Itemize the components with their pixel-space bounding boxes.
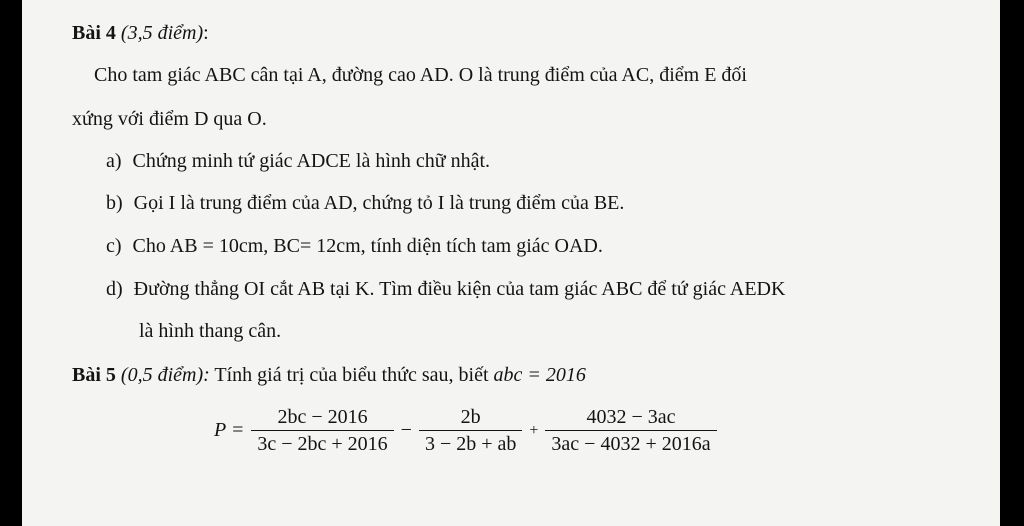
item-d-continuation: là hình thang cân. [139,320,282,342]
fraction-2-denominator: 3 − 2b + ab [424,433,517,455]
operator-plus: + [529,421,539,439]
fraction-2-numerator: 2b [419,404,522,431]
formula-lhs: P = [214,419,245,441]
bai4-colon: : [203,22,209,44]
item-d-marker: d) [106,278,123,300]
document-page [22,0,1000,526]
item-c-marker: c) [106,235,122,257]
bai5-heading: Bài 5 [72,364,116,386]
formula-p [212,404,717,457]
bai4-intro-line1: Cho tam giác ABC cân tại A, đường cao AD. O là trung điểm của AC, điểm E đối [94,64,747,86]
fraction-3-numerator: 4032 − 3ac [545,404,716,431]
bai4-heading-line [72,22,209,45]
fraction-3-denominator: 3ac − 4032 + 2016a [551,433,711,455]
bai5-text: Tính giá trị của biểu thức sau, biết [214,364,489,386]
bai4-intro-line2: xứng với điểm D qua O. [72,108,267,130]
item-a-marker: a) [106,150,122,172]
fraction-1 [251,404,393,457]
item-b-marker: b) [106,192,123,214]
bai5-condition: abc = 2016 [493,364,586,386]
fraction-3 [545,404,716,457]
operator-minus: − [400,419,412,441]
bai4-heading: Bài 4 [72,22,116,44]
item-c-text: Cho AB = 10cm, BC= 12cm, tính diện tích tam giác OAD. [132,235,603,257]
fraction-1-numerator: 2bc − 2016 [251,404,393,431]
item-d-text: Đường thẳng OI cắt AB tại K. Tìm điều kiện của tam giác ABC để tứ giác AEDK [133,278,786,300]
fraction-2 [419,404,522,457]
bai4-item-b [106,192,624,215]
item-a-text: Chứng minh tứ giác ADCE là hình chữ nhật. [132,150,491,172]
bai4-item-c [106,235,603,258]
bai4-points: (3,5 điểm) [120,22,204,44]
item-b-text: Gọi I là trung điểm của AD, chứng tỏ I là trung điểm của BE. [133,192,625,214]
bai4-item-a [106,150,490,173]
bai5-points: (0,5 điểm): [120,364,210,386]
bai5-heading-line [72,364,586,387]
fraction-1-denominator: 3c − 2bc + 2016 [257,433,388,455]
bai4-item-d [106,278,785,301]
